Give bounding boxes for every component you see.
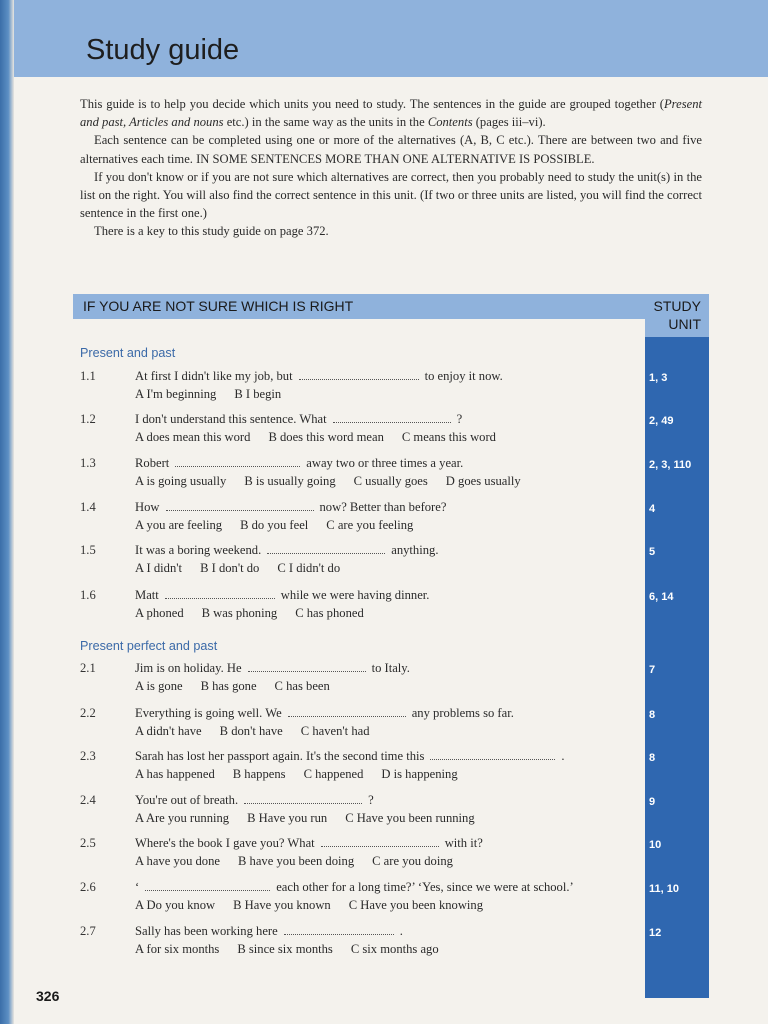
page-edge [0, 0, 14, 1024]
question-text-after: any problems so far. [411, 706, 514, 720]
question-text-before: ‘ [135, 880, 140, 894]
answer-blank [166, 500, 314, 511]
question-text-after: . [399, 924, 403, 938]
question-text-before: How [135, 500, 160, 514]
question-text-after: away two or three times a year. [306, 456, 464, 470]
answer-options [135, 724, 388, 739]
question-text-after: to Italy. [371, 661, 410, 675]
answer-options [135, 811, 493, 826]
question-number: 1.3 [80, 456, 96, 470]
question-sentence [135, 500, 640, 515]
answer-options [135, 606, 382, 621]
answer-option: C are you doing [372, 854, 453, 868]
answer-blank [430, 749, 555, 760]
page-title: Study guide [86, 34, 240, 66]
question-text-before: Matt [135, 588, 159, 602]
answer-option: D goes usually [445, 474, 521, 488]
answer-options [135, 430, 514, 445]
question-sentence [135, 369, 640, 384]
answer-blank [175, 456, 300, 467]
study-unit-ref: 2, 49 [649, 415, 674, 427]
question-text-before: I don't understand this sentence. What [135, 412, 327, 426]
answer-option: B Have you known [233, 898, 331, 912]
answer-option: C I didn't do [277, 561, 341, 575]
question-sentence [135, 880, 640, 895]
question-number: 2.7 [80, 924, 96, 938]
study-unit-header-line-1: STUDY [653, 298, 701, 314]
answer-option: A does mean this word [135, 430, 251, 444]
intro-text-span: etc.) in the same way as the units in the [223, 115, 428, 130]
question-text-before: Jim is on holiday. He [135, 661, 242, 675]
answer-options [135, 942, 457, 957]
study-unit-ref: 11, 10 [649, 883, 679, 895]
answer-options [135, 474, 539, 489]
answer-option: B was phoning [201, 606, 278, 620]
answer-blank [248, 661, 366, 672]
question-sentence [135, 412, 640, 427]
question-sentence [135, 924, 640, 939]
question-number: 1.2 [80, 412, 96, 426]
answer-blank [165, 588, 275, 599]
answer-option: B has gone [200, 679, 257, 693]
answer-option: B happens [232, 767, 286, 781]
question-text-before: Sally has been working here [135, 924, 278, 938]
answer-option: A has happened [135, 767, 215, 781]
answer-option: C usually goes [353, 474, 428, 488]
answer-option: A phoned [135, 606, 184, 620]
answer-option: C are you feeling [326, 518, 414, 532]
answer-options [135, 767, 476, 782]
answer-blank [321, 836, 439, 847]
answer-option: A you are feeling [135, 518, 223, 532]
answer-option: A have you done [135, 854, 220, 868]
category-heading: Present and past [80, 346, 176, 360]
answer-option: B do you feel [240, 518, 309, 532]
intro-paragraph-1 [80, 95, 702, 131]
answer-blank [145, 880, 270, 891]
answer-option: C haven't had [300, 724, 370, 738]
question-number: 2.4 [80, 793, 96, 807]
question-text-before: Everything is going well. We [135, 706, 282, 720]
question-number: 1.4 [80, 500, 96, 514]
answer-options [135, 898, 501, 913]
question-text-after: ? [456, 412, 463, 426]
answer-option: B does this word mean [268, 430, 384, 444]
answer-option: C means this word [401, 430, 496, 444]
answer-option: B I begin [234, 387, 282, 401]
answer-option: C has been [274, 679, 330, 693]
question-sentence [135, 836, 640, 851]
question-text-before: Where's the book I gave you? What [135, 836, 315, 850]
answer-blank [284, 924, 394, 935]
answer-option: A is going usually [135, 474, 227, 488]
question-text-after: ? [368, 793, 374, 807]
answer-option: A I didn't [135, 561, 183, 575]
answer-option: A I'm beginning [135, 387, 217, 401]
question-text-after: now? Better than before? [319, 500, 447, 514]
answer-blank [267, 543, 385, 554]
study-unit-ref: 5 [649, 546, 656, 558]
answer-option: A Are you running [135, 811, 230, 825]
question-number: 2.6 [80, 880, 96, 894]
answer-option: A Do you know [135, 898, 216, 912]
answer-option: B I don't do [200, 561, 260, 575]
answer-option: B since six months [237, 942, 333, 956]
question-number: 2.5 [80, 836, 96, 850]
answer-options [135, 679, 348, 694]
answer-option: D is happening [381, 767, 458, 781]
question-text-after: with it? [444, 836, 483, 850]
study-unit-ref: 10 [649, 839, 662, 851]
intro-text-span: (pages iii–vi). [472, 115, 546, 130]
answer-blank [244, 793, 362, 804]
answer-option: C has phoned [295, 606, 364, 620]
answer-option: B is usually going [244, 474, 336, 488]
answer-option: C six months ago [350, 942, 439, 956]
answer-option: A is gone [135, 679, 183, 693]
question-sentence [135, 661, 640, 676]
answer-options [135, 561, 358, 576]
question-number: 1.6 [80, 588, 96, 602]
question-sentence [135, 793, 640, 808]
category-heading: Present perfect and past [80, 639, 218, 653]
answer-option: C happened [303, 767, 364, 781]
question-sentence [135, 706, 640, 721]
question-text-after: . [561, 749, 565, 763]
question-number: 2.3 [80, 749, 96, 763]
question-number: 2.1 [80, 661, 96, 675]
question-sentence [135, 456, 640, 471]
question-text-before: At first I didn't like my job, but [135, 369, 293, 383]
answer-option: C Have you been running [345, 811, 475, 825]
intro-paragraph-3: If you don't know or if you are not sure which alternatives are correct, then you probably need to study the unit(s) in the list on the right. You will also find the correct sentence in this unit. (If two or three units are listed, you will find the correct sentence in the first one.) [80, 169, 702, 221]
question-text-before: Robert [135, 456, 170, 470]
answer-option: B don't have [219, 724, 283, 738]
study-unit-ref: 4 [649, 503, 656, 515]
section-header-label: IF YOU ARE NOT SURE WHICH IS RIGHT [83, 298, 354, 314]
question-sentence [135, 543, 640, 558]
question-sentence [135, 749, 640, 764]
intro-emphasis: Present and past, Articles and nouns [80, 97, 702, 130]
study-unit-header [645, 294, 709, 337]
study-unit-ref: 12 [649, 927, 662, 939]
question-number: 1.5 [80, 543, 96, 557]
study-unit-ref: 8 [649, 709, 656, 721]
question-number: 1.1 [80, 369, 96, 383]
question-sentence [135, 588, 640, 603]
intro-paragraph-4: There is a key to this study guide on page 372. [94, 224, 329, 239]
intro-emphasis: Contents [427, 115, 473, 130]
section-header [73, 294, 645, 319]
answer-blank [288, 706, 406, 717]
question-number: 2.2 [80, 706, 96, 720]
answer-options [135, 854, 471, 869]
answer-options [135, 518, 431, 533]
study-unit-ref: 7 [649, 664, 656, 676]
intro-text-span: This guide is to help you decide which units you need to study. The sentences in the guide are grouped together ( [80, 97, 664, 111]
study-unit-ref: 6, 14 [649, 591, 674, 603]
study-unit-ref: 8 [649, 752, 656, 764]
answer-option: A didn't have [135, 724, 202, 738]
answer-blank [299, 369, 419, 380]
question-text-after: to enjoy it now. [424, 369, 503, 383]
intro-paragraph-2: Each sentence can be completed using one or more of the alternatives (A, B, C etc.). There are between two and five alternatives each time. IN SOME SENTENCES MORE THAN ONE ALTERNATIVE IS POSSIBLE. [80, 133, 702, 166]
answer-blank [333, 412, 451, 423]
study-unit-header-line-2: UNIT [668, 316, 701, 332]
intro-text [80, 95, 702, 241]
page-number: 326 [36, 988, 60, 1004]
answer-option: A for six months [135, 942, 220, 956]
answer-options [135, 387, 299, 402]
question-text-after: while we were having dinner. [280, 588, 430, 602]
study-unit-ref: 9 [649, 796, 656, 808]
question-text-after: each other for a long time?’ ‘Yes, since we were at school.’ [276, 880, 574, 894]
study-unit-ref: 2, 3, 110 [649, 459, 692, 471]
question-text-before: You're out of breath. [135, 793, 239, 807]
question-text-before: It was a boring weekend. [135, 543, 262, 557]
question-text-before: Sarah has lost her passport again. It's the second time this [135, 749, 425, 763]
answer-option: B Have you run [247, 811, 328, 825]
answer-option: B have you been doing [238, 854, 355, 868]
question-text-after: anything. [391, 543, 439, 557]
answer-option: C Have you been knowing [348, 898, 484, 912]
study-unit-ref: 1, 3 [649, 372, 668, 384]
